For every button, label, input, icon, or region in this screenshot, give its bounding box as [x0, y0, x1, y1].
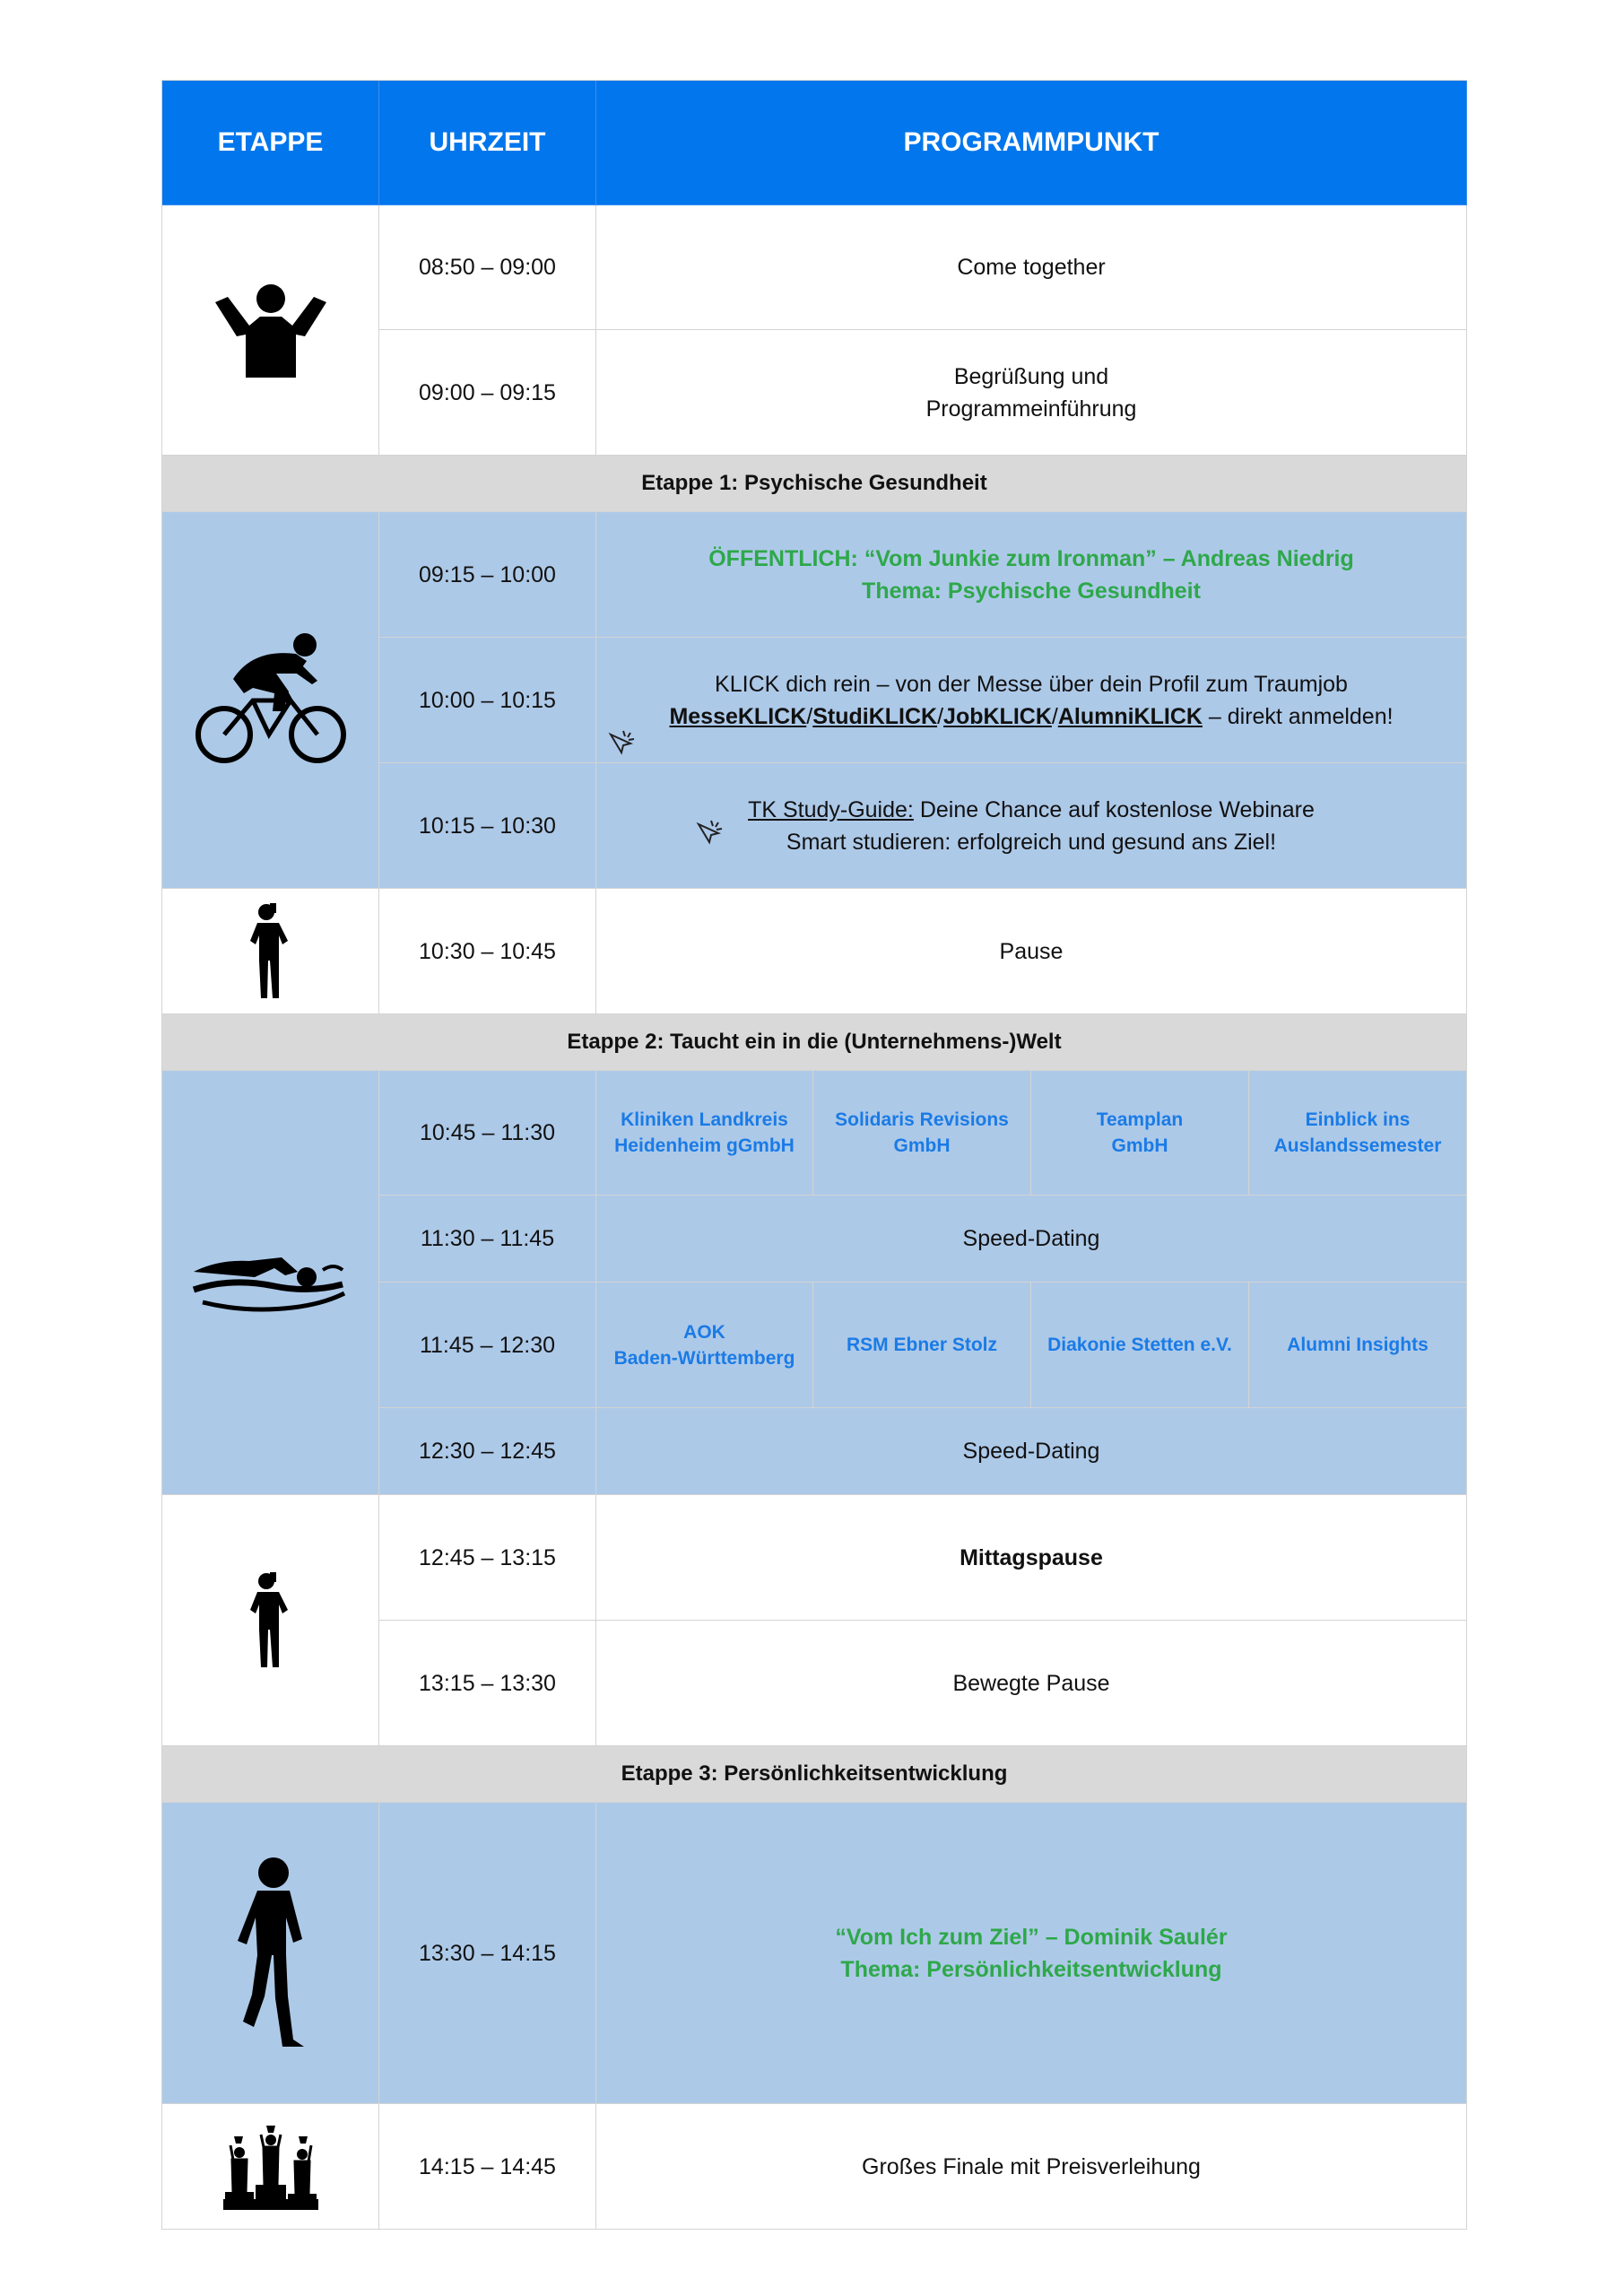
lunch-icon-cell	[162, 1495, 379, 1746]
program-cell: Großes Finale mit Preisverleihung	[596, 2104, 1467, 2230]
cursor-click-icon	[693, 815, 725, 848]
company-cell: RSM Ebner Stolz	[813, 1283, 1031, 1408]
drinking-athlete-icon	[248, 901, 293, 1002]
finale-icon-cell	[162, 2104, 379, 2230]
intro-icon-cell	[162, 205, 379, 456]
alumniklick-link[interactable]: AlumniKLICK	[1057, 703, 1203, 729]
program-cell: Pause	[596, 889, 1467, 1014]
cyclist-icon	[190, 629, 352, 772]
klick-cell: KLICK dich rein – von der Messe über dein Profil zum Traumjob MesseKLICK/StudiKLICK/JobKLICK/AlumniKLICK – direkt anmelden!	[596, 638, 1467, 763]
stage-2-icon-cell	[162, 1071, 379, 1495]
company-cell: Solidaris Revisions GmbH	[813, 1071, 1031, 1196]
time-cell: 10:15 – 10:30	[379, 763, 596, 889]
company-cell: Kliniken Landkreis Heidenheim gGmbH	[596, 1071, 813, 1196]
stage-1-icon-cell	[162, 512, 379, 889]
drinking-athlete-icon	[248, 1570, 293, 1671]
schedule-table	[161, 80, 1467, 2230]
time-cell: 11:45 – 12:30	[379, 1283, 596, 1408]
studiklick-link[interactable]: StudiKLICK	[812, 703, 938, 729]
time-cell: 11:30 – 11:45	[379, 1196, 596, 1283]
time-cell: 13:15 – 13:30	[379, 1621, 596, 1746]
podium-winners-icon	[221, 2122, 320, 2212]
company-cell: Teamplan GmbH	[1031, 1071, 1249, 1196]
program-cell: Begrüßung und Programmeinführung	[596, 330, 1467, 456]
stage-2-title: Etappe 2: Taucht ein in die (Unternehmens-)Welt	[162, 1014, 1467, 1071]
time-cell: 14:15 – 14:45	[379, 2104, 596, 2230]
header-stage: ETAPPE	[162, 81, 379, 205]
time-cell: 09:00 – 09:15	[379, 330, 596, 456]
header-time: UHRZEIT	[379, 81, 596, 205]
time-cell: 10:30 – 10:45	[379, 889, 596, 1014]
company-cell: Diakonie Stetten e.V.	[1031, 1283, 1249, 1408]
time-cell: 08:50 – 09:00	[379, 205, 596, 330]
program-cell: Speed-Dating	[596, 1408, 1467, 1495]
company-cell: Alumni Insights	[1249, 1283, 1467, 1408]
program-cell: Come together	[596, 205, 1467, 330]
time-cell: 13:30 – 14:15	[379, 1803, 596, 2104]
header-program: PROGRAMMPUNKT	[596, 81, 1467, 205]
messeklick-link[interactable]: MesseKLICK	[669, 703, 807, 729]
stage-3-title: Etappe 3: Persönlichkeitsentwicklung	[162, 1746, 1467, 1803]
cursor-click-icon	[605, 726, 638, 758]
time-cell: 12:30 – 12:45	[379, 1408, 596, 1495]
company-cell: Einblick ins Auslandssemester	[1249, 1071, 1467, 1196]
time-cell: 10:00 – 10:15	[379, 638, 596, 763]
stage-1-title: Etappe 1: Psychische Gesundheit	[162, 456, 1467, 512]
swimmer-icon	[192, 1245, 349, 1321]
stage-3-icon-cell	[162, 1803, 379, 2104]
keynote-cell: “Vom Ich zum Ziel” – Dominik Saulér Thema: Persönlichkeitsentwicklung	[596, 1803, 1467, 2104]
cheering-person-icon	[208, 281, 334, 379]
jobklick-link[interactable]: JobKLICK	[943, 703, 1052, 729]
time-cell: 12:45 – 13:15	[379, 1495, 596, 1621]
program-cell: Mittagspause	[596, 1495, 1467, 1621]
study-guide-cell: TK Study-Guide: Deine Chance auf kostenlose Webinare Smart studieren: erfolgreich und gesund ans Ziel!	[596, 763, 1467, 889]
program-cell: Bewegte Pause	[596, 1621, 1467, 1746]
tk-study-guide-link[interactable]: TK Study-Guide:	[748, 796, 914, 822]
time-cell: 10:45 – 11:30	[379, 1071, 596, 1196]
runner-icon	[230, 1855, 311, 2052]
time-cell: 09:15 – 10:00	[379, 512, 596, 638]
company-cell: AOK Baden-Württemberg	[596, 1283, 813, 1408]
break-icon-cell	[162, 889, 379, 1014]
keynote-cell: ÖFFENTLICH: “Vom Junkie zum Ironman” – Andreas Niedrig Thema: Psychische Gesundheit	[596, 512, 1467, 638]
program-cell: Speed-Dating	[596, 1196, 1467, 1283]
